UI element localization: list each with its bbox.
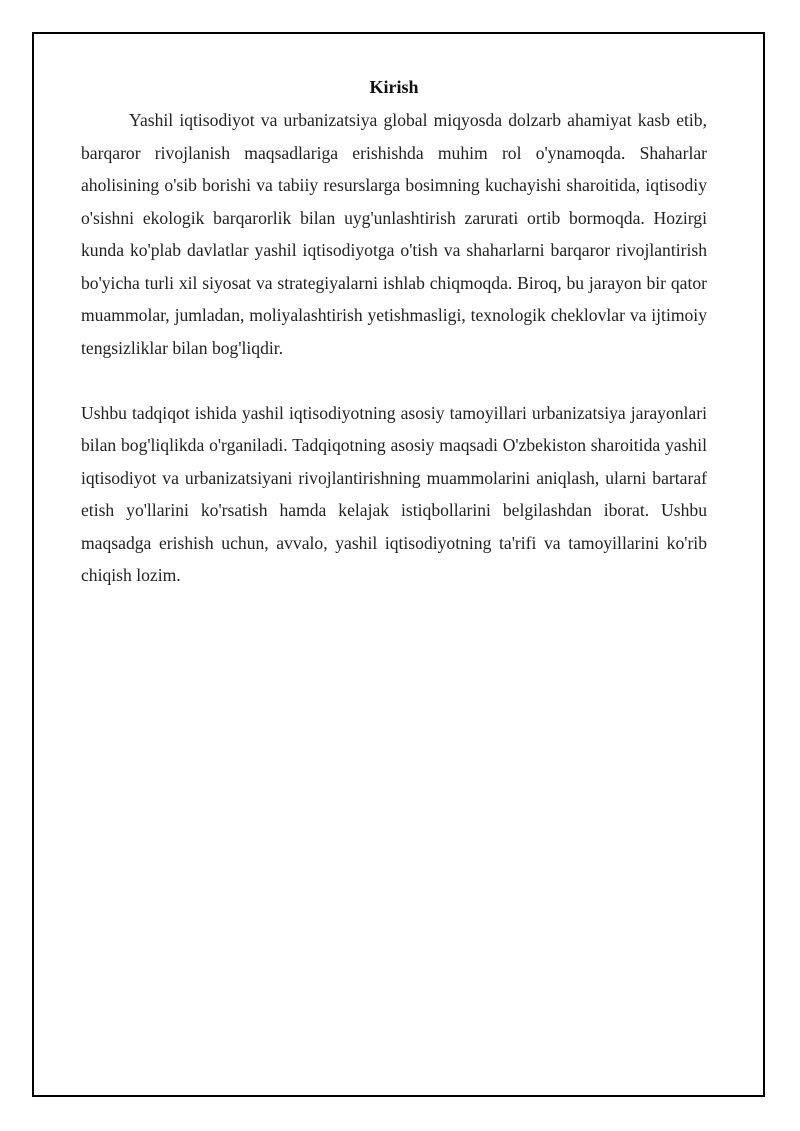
paragraph-research-goal: Ushbu tadqiqot ishida yashil iqtisodiyotning asosiy tamoyillari urbanizatsiya jarayonlari bilan bog'liqlikda o'rganiladi. Tadqiqotning asosiy maqsadi O'zbekiston sharoitida yashil iqtisodiyot va urbanizatsiyani rivojlantirishning muammolarini aniqlash, ularni bartaraf etish yo'llarini ko'rsatish hamda kelajak istiqbollarini belgilashdan iborat. Ushbu maqsadga erishish uchun, avvalo, yashil iqtisodiyotning ta'rifi va tamoyillarini ko'rib chiqish lozim. <box>81 402 707 585</box>
document-body <box>81 74 707 592</box>
document-heading: Kirish <box>369 77 419 97</box>
paragraph-intro: Yashil iqtisodiyot va urbanizatsiya global miqyosda dolzarb ahamiyat kasb etib, barqaror rivojlanish maqsadlariga erishishda muhim rol o'ynamoqda. Shaharlar aholisining o'sib borishi va tabiiy resurslarga bosimning kuchayishi sharoitida, iqtisodiy o'sishni ekologik barqarorlik bilan uyg'unlashtirish zarurati ortib bormoqda. Hozirgi kunda ko'plab davlatlar yashil iqtisodiyotga o'tish va shaharlarni barqaror rivojlantirish bo'yicha turli xil siyosat va strategiyalarni ishlab chiqmoqda. Biroq, bu jarayon bir qator muammolar, jumladan, moliyalashtirish yetishmasligi, texnologik cheklovlar va ijtimoiy tengsizliklar bilan bog'liqdir. <box>81 110 707 358</box>
paragraph-spacer <box>81 364 707 397</box>
